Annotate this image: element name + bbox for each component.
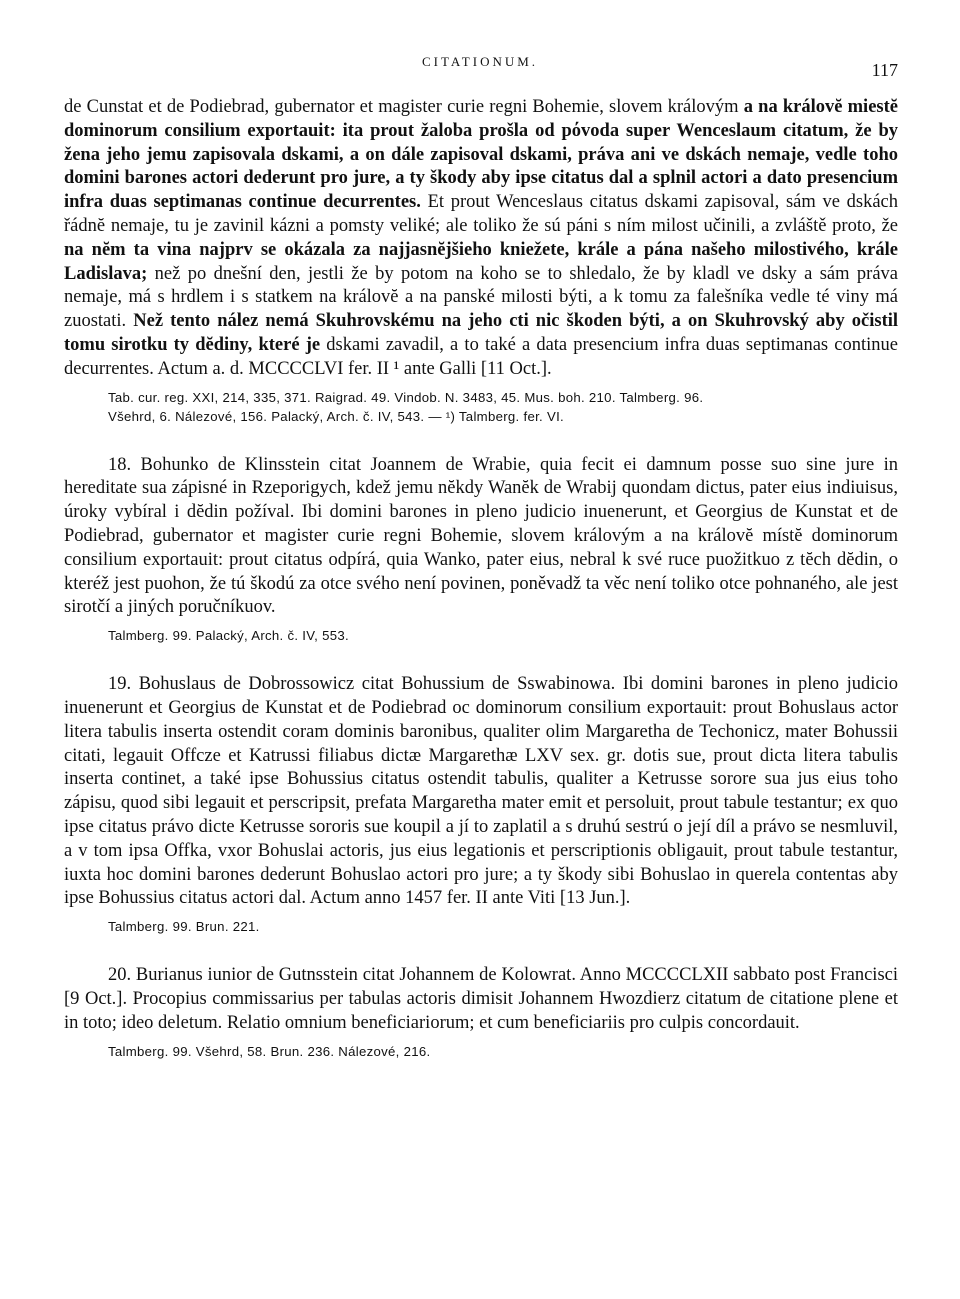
entry-18-text: 18. Bohunko de Klinsstein citat Joannem de Wrabie, quia fecit ei damnum posse suo sine jure in hereditate sua zápisné in Rzeporigych, kdež jemu nĕkdy Wanĕk de Wrabij quondam dictus, pater eius indiuisus, úroky vybíral i dĕdin požíval. Ibi domini barones in pleno judicio inuenerunt, et Georgius de Kunstat et de Podiebrad, gubernator et magister curie regni Bohemie, slovem královým a na královĕ místĕ dominorum consilium exportauit: prout citatus odpírá, quia Wanko, pater eius, nebral k své ruce puožitkuo z tĕch dĕdin, o kteréž jest puohon, že tú škodú za otce svého není povinen, poněvadž ta věc není toliko otce pohnaného, ale jest sirotčí a jiných poručníkuov. — [64, 454, 898, 618]
entry-17-text-e: než po dnešní den, jestli že by potom na koho se to shledalo, že by kladl ve dsky a sám práva nemaje, má s hrdlem i s statkem na královĕ a na panské milosti býti, a k tomu za falešníka vedle té viny má zuostati. — [64, 263, 898, 332]
entry-17-text-g: dskami zavadil, a to také a data presencium infra duas septimanas continue decurrentes. Actum a. d. MCCCCLVI fer. II ¹ ante Galli [11 Oct.]. — [64, 334, 898, 379]
page-number: 117 — [871, 60, 898, 80]
entry-17-note — [108, 388, 898, 426]
entry-17-text-d: na nĕm ta vina najprv se okázala za najjasnĕjšieho kniežete, krále a pána našeho milostivého, krále Ladislava; — [64, 239, 898, 284]
entry-18-note: Talmberg. 99. Palacký, Arch. č. IV, 553. — [108, 628, 349, 644]
entry-20-note: Talmberg. 99. Všehrd, 58. Brun. 236. Nálezové, 216. — [108, 1043, 431, 1059]
entry-17-text-b: a na královĕ miestĕ dominorum consilium exportauit: ita prout žaloba prošla od pόvoda super Wenceslaum citatum, že by žena jeho jemu zapisovala dskami, a on dále zapisoval dskami, práva ani ve dskách nemaje, vedle toho domini barones actori dederunt pro jure, a ty škody aby ipse citatus dal a splnil actori a dato presencium infra duas septimanas continue decurrentes. — [64, 97, 898, 213]
page-body — [64, 96, 898, 1061]
entry-17-text — [64, 96, 898, 382]
entry-17-text-c: Et prout Wenceslaus citatus dskami zapisoval, sám ve dskách řádnĕ nemaje, tu je zavinil kázni a pomsty veliké; ale toliko že sú páni s ním milost učinili, a zvláště proto, že — [64, 192, 898, 236]
entry-17-note-line-2: Všehrd, 6. Nálezové, 156. Palacký, Arch. č. IV, 543. — ¹) Talmberg. fer. VI. — [108, 408, 564, 424]
entry-17-note-line-1: Tab. cur. reg. XXI, 214, 335, 371. Raigrad. 49. Vindob. N. 3483, 45. Mus. boh. 210. Talmberg. 96. — [108, 389, 704, 405]
entry-19-text: 19. Bohuslaus de Dobrossowicz citat Bohussium de Sswabinowa. Ibi domini barones in pleno judicio inuenerunt et Georgius de Kunstat et de Podiebrad oc dominorum consilium exportauit: prout Bohuslaus actor litera tabulis inserta ostendit coram dominis baronibus, qualiter olim Margaretha de Techonicz, mater Bohussii citati, legauit Offcze et Katrussi filiabus dictæ Margarethæ LXV sex. gr. dotis sue, prout dicta litera tabulis inserta continet, a také ipse Bohussius citatus ostendit tabulis, qualiter a Ketrusse sorore sua jus eius toho zápisu, quod sibi legauit et perscripsit, prefata Margaretha mater emit et persoluit, prout tabule testantur; ex quo ipse citatus právo dicte Ketrusse sororis sue koupil a jí to zaplatil a s druhú sestrú o její díl a právo se nesmluvil, a v tom ipsa Offka, vxor Bohuslai actoris, jus eius legationis et perscriptionis obligauit, prout tabule testantur, iuxta hoc domini barones dederunt Bohuslao actori pro jure; a ty škody sibi Bohuslao in querela contentas aby ipse Bohussius citatus actori dal. Actum anno 1457 fer. II ante Viti [13 Jun.]. — [64, 674, 898, 909]
entry-17-text-a: de Cunstat et de Podiebrad, gubernator et magister curie regni Bohemie, slovem královým — [64, 97, 744, 117]
entry-19-note: Talmberg. 99. Brun. 221. — [108, 919, 260, 935]
entry-20-text: 20. Burianus iunior de Gutnsstein citat Johannem de Kolowrat. Anno MCCCCLXII sabbato post Francisci [9 Oct.]. Procopius commissarius per tabulas actoris dimisit Johannem Hwozdierz citatum de citatione plene et in toto; ideo deletum. Relatio omnium beneficiariorum; et cum beneficiariis pro culpis concordauit. — [64, 965, 898, 1033]
running-head: CITATIONUM. — [421, 54, 539, 69]
entry-17-text-f: Než tento nález nemá Skuhrovskému na jeho cti nic škoden býti, a on Skuhrovský aby očistil tomu sirotku ty dĕdiny, které je — [64, 311, 899, 355]
